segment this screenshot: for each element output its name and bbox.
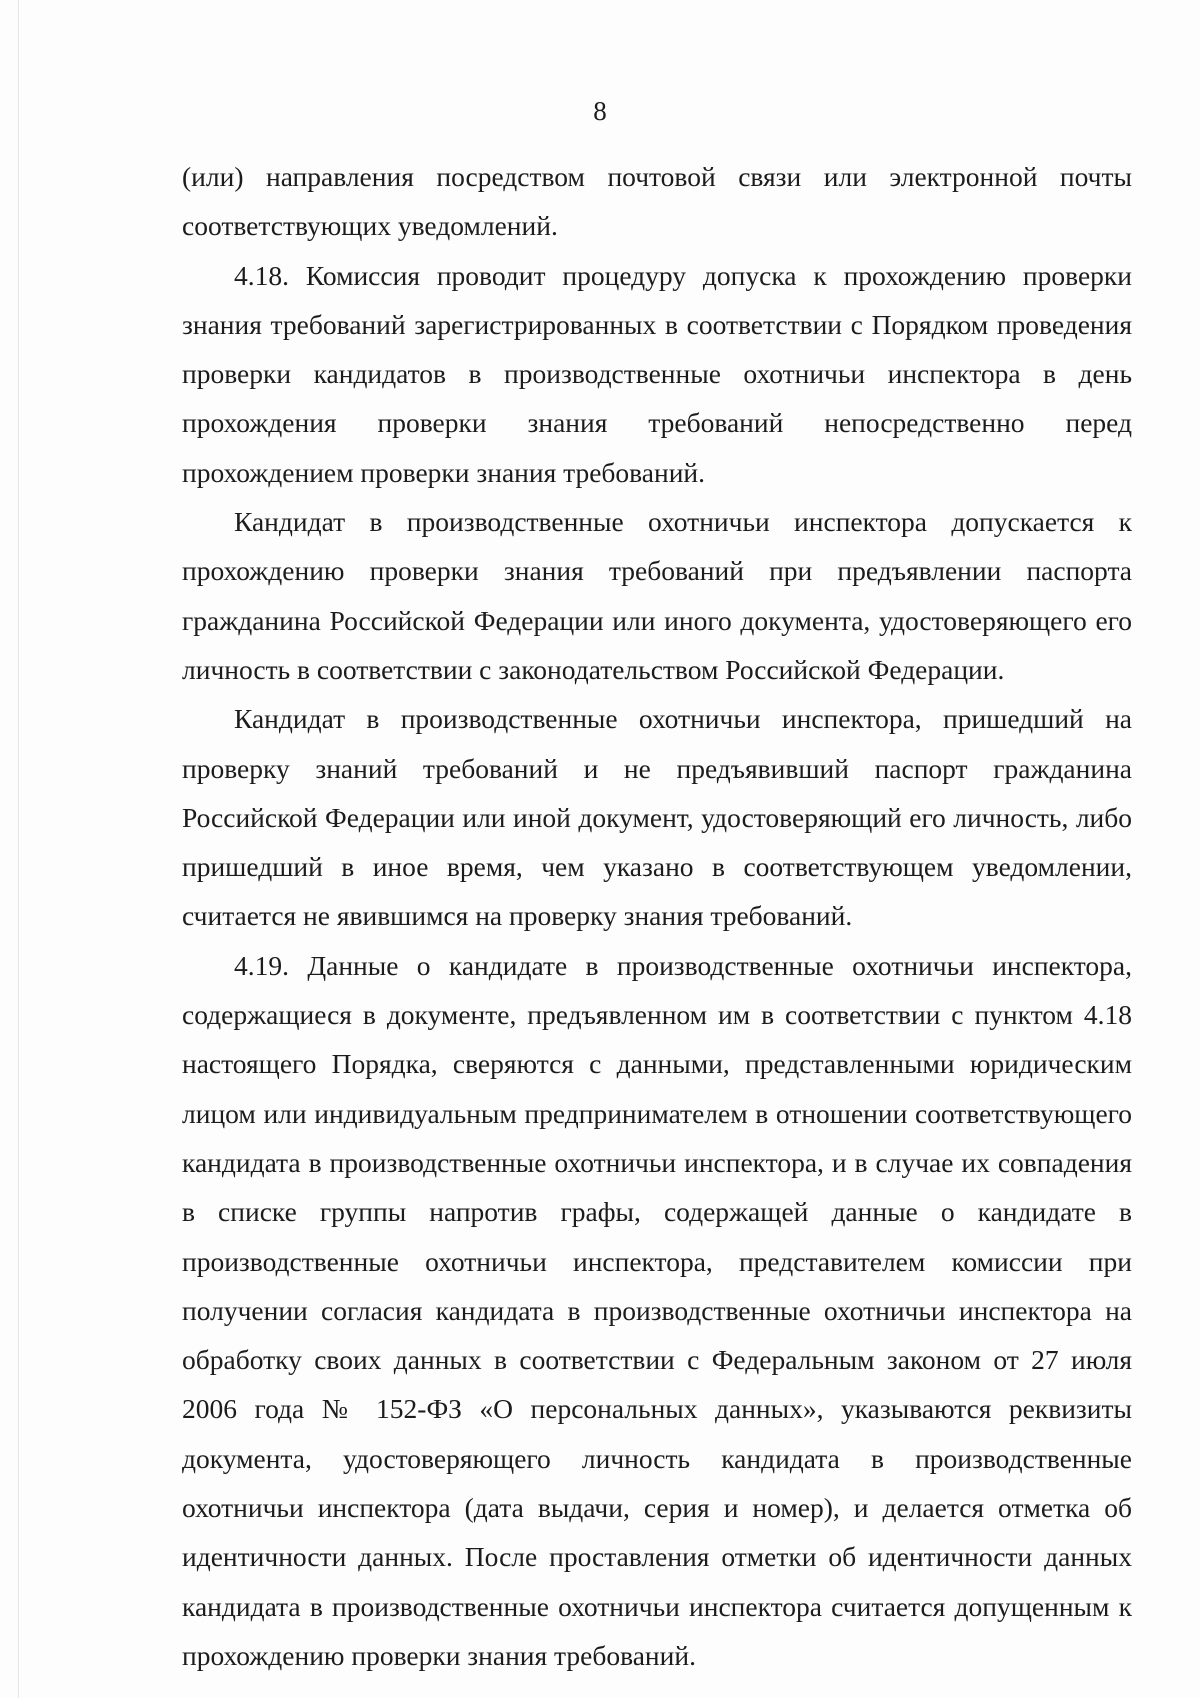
paragraph-continuation: (или) направления посредством почтовой связи или электронной почты соответствующих уведомлений. — [182, 161, 1132, 242]
paragraph-4-19: 4.19. Данные о кандидате в производственные охотничьи инспектора, содержащиеся в документе, предъявленном им в соответствии с пунктом 4.18 настоящего Порядка, сверяются с данными, представленными юридическим лицом или индивидуальным предпринимателем в отношении соответствующего кандидата в производственные охотничьи инспектора, и в случае их совпадения в списке группы напротив графы, содержащей данные о кандидате в производственные охотничьи инспектора, представителем комиссии при получении согласия кандидата в производственные охотничьи инспектора на обработку своих данных в соответствии с Федеральным законом от 27 июля 2006 года № 152-ФЗ «О персональных данных», указываются реквизиты документа, удостоверяющего личность кандидата в производственные охотничьи инспектора (дата выдачи, серия и номер), и делается отметка об идентичности данных. После проставления отметки об идентичности данных кандидата в производственные охотничьи инспектора считается допущенным к прохождению проверки знания требований. — [182, 949, 1132, 1671]
scan-edge-line — [18, 0, 19, 1698]
paragraph-4-18: 4.18. Комиссия проводит процедуру допуска к прохождению проверки знания требований зарегистрированных в соответствии с Порядком проведения проверки кандидатов в производственные охотничьи инспектора в день прохождения проверки знания требований непосредственно перед прохождением проверки знания требований. — [182, 259, 1132, 488]
paragraph-admission: Кандидат в производственные охотничьи инспектора допускается к прохождению проверки знания требований при предъявлении паспорта гражданина Российской Федерации или иного документа, удостоверяющего его личность в соответствии с законодательством Российской Федерации. — [182, 506, 1132, 685]
page-number: 8 — [593, 96, 607, 126]
document-body — [182, 152, 1132, 1680]
paragraph-non-admission: Кандидат в производственные охотничьи инспектора, пришедший на проверку знаний требований и не предъявивший паспорт гражданина Российской Федерации или иной документ, удостоверяющий его личность, либо пришедший в иное время, чем указано в соответствующем уведомлении, считается не явившимся на проверку знания требований. — [182, 703, 1132, 932]
